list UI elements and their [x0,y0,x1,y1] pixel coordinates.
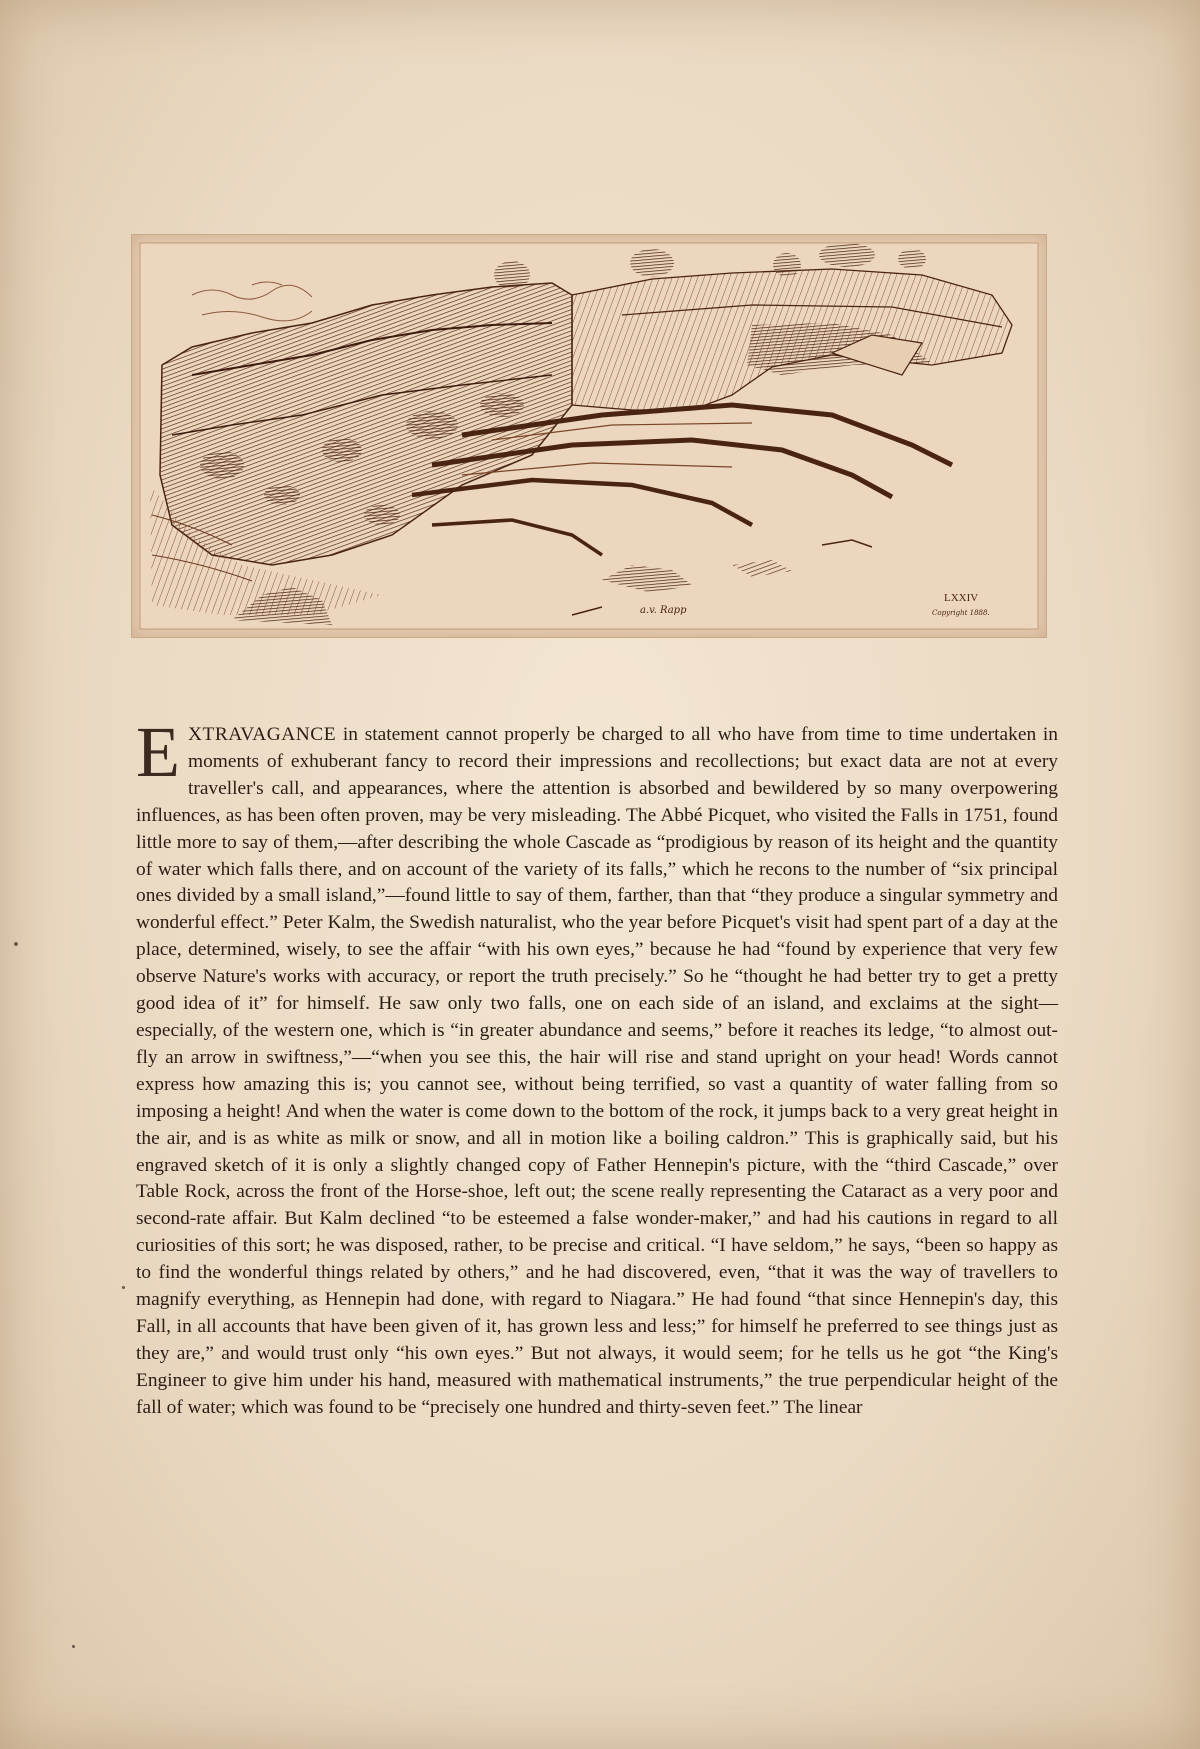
artist-signature: a.v. Rapp [640,605,687,616]
cliff-etching-illustration [132,235,1046,637]
lead-word: XTRAVAGANCE [187,724,337,745]
paper-speck [72,1645,75,1648]
paper-speck [14,942,18,946]
copyright-mark: Copyright 1888. [932,609,990,617]
article-body [136,712,1058,1422]
article-paragraph: in statement cannot properly be charged to all who have from time to time undertaken in moments of exhuberant fancy to record their impressions and recollections; but exact data are not at every traveller's call, and appearances, where the attention is absorbed and bewildered by so many overpowering influences, as has been often proven, may be very misleading. The Abbé Picquet, who visited the Falls in 1751, found little more to say of them,—after describing the whole Cascade as “prodigious by reason of its height and the quantity of water which falls there, and on account of the variety of its falls,” which he recons to the number of “six principal ones divided by a small island,”—found little to say of them, farther, than that “they produce a singular symmetry and wonderful effect.” Peter Kalm, the Swedish naturalist, who the year before Picquet's visit had spent part of a day at the place, determined, wisely, to see the affair “with his own eyes,” because he had “found by experience that very few observe Nature's works with accuracy, or report the truth precisely.” So he “thought he had better try to get a pretty good idea of it” for himself. He saw only two falls, one on each side of an island, and exclaims at the sight—especially, of the western one, which is “in greater abundance and seems,” before it reaches its ledge, “to almost out-fly an arrow in swiftness,”—“when you see this, the hair will rise and stand upright on your head! Words cannot express how amazing this is; you cannot see, without being terrified, so vast a quantity of water falling from so imposing a height! And when the water is come down to the bottom of the rock, it jumps back to a very great height in the air, and is as white as milk or snow, and all in motion like a boiling caldron.” This is graphically said, but his engraved sketch of it is only a slightly changed copy of Father Hennepin's picture, with the “third Cascade,” over Table Rock, across the front of the Horse-shoe, left out; the scene really representing the Cataract as a very poor and second-rate affair. But Kalm declined “to be esteemed a false wonder-maker,” and had his cautions in regard to all curiosities of this sort; he was disposed, rather, to be precise and critical. “I have seldom,” he says, “been so happy as to find the wonderful things related by others,” and he had discovered, even, “that it was the way of travellers to magnify everything, as Hennepin had done, with regard to Niagara.” He had found “that since Hennepin's day, this Fall, in all accounts that have been given of it, has grown less and less;” for himself he preferred to see things just as they are,” and would trust only “his own eyes.” But not always, it would seem; for he tells us he got “the King's Engineer to give him under his hand, measured with mathematical instruments,” the true perpendicular height of the fall of water; which was found to be “precisely one hundred and thirty-seven feet.” The linear [136,724,1058,1418]
paper-speck [122,1286,125,1289]
etching-plate [131,234,1047,638]
plate-number: LXXIV [944,592,979,604]
drop-cap-letter: E [136,712,180,792]
